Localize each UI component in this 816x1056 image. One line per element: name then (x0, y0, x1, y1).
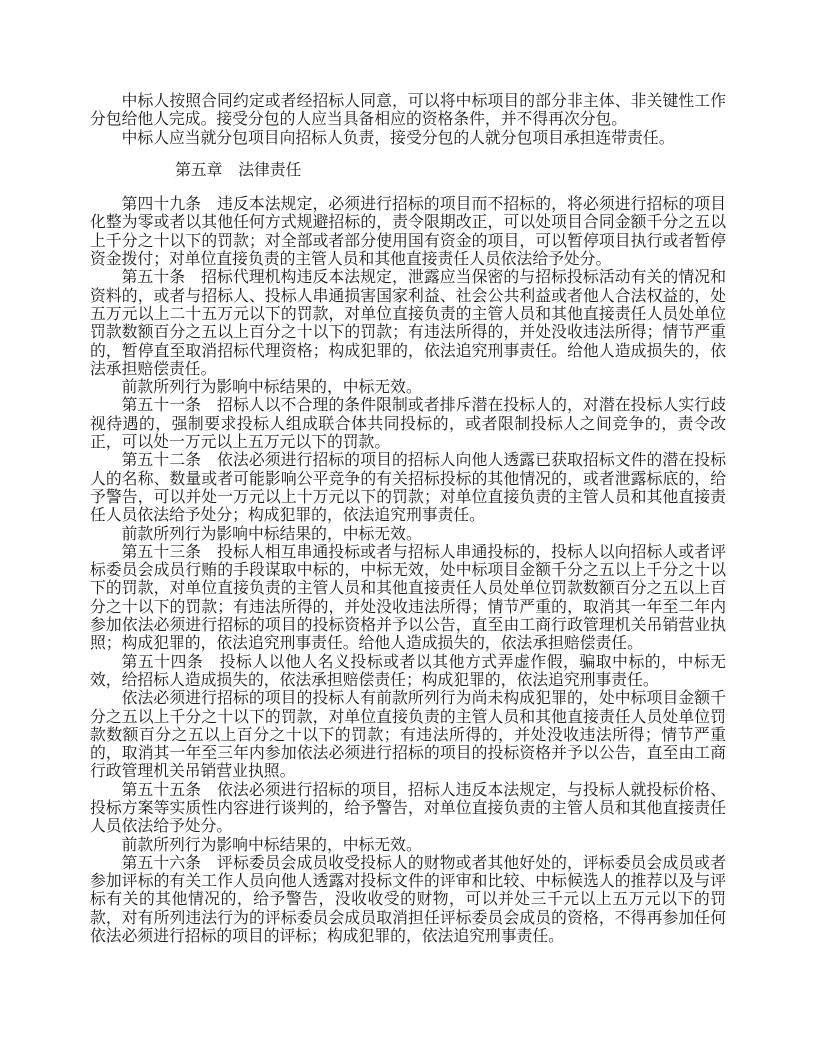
paragraph-article-51: 第五十一条 招标人以不合理的条件限制或者排斥潜在投标人的，对潜在投标人实行歧视待遇的，强制要求投标人组成联合体共同投标的，或者限制投标人之间竞争的，责令改正，可以处一万元以上五万元以下的罚款。 (90, 397, 726, 452)
paragraph-article-56: 第五十六条 评标委员会成员收受投标人的财物或者其他好处的，评标委员会成员或者参加评标的有关工作人员向他人透露对投标文件的评审和比较、中标候选人的推荐以及与评标有关的其他情况的，给予警告，没收收受的财物，可以并处三千元以上五万元以下的罚款，对有所列违法行为的评标委员会成员取消担任评标委员会成员的资格，不得再参加任何依法必须进行招标的项目的评标；构成犯罪的，依法追究刑事责任。 (90, 854, 726, 946)
document-content (90, 93, 726, 946)
paragraph-article-50: 第五十条 招标代理机构违反本法规定，泄露应当保密的与招标投标活动有关的情况和资料的，或者与招标人、投标人串通损害国家利益、社会公共利益或者他人合法权益的，处五万元以上二十五万元以下的罚款，对单位直接负责的主管人员和其他直接责任人员处单位罚款数额百分之五以上百分之十以下的罚款；有违法所得的，并处没收违法所得；情节严重的，暂停直至取消招标代理资格；构成犯罪的，依法追究刑事责任。给他人造成损失的，依法承担赔偿责任。 (90, 269, 726, 378)
paragraph-joint-liability: 中标人应当就分包项目向招标人负责，接受分包的人就分包项目承担连带责任。 (121, 129, 675, 147)
paragraph-article-49: 第四十九条 违反本法规定，必须进行招标的项目而不招标的，将必须进行招标的项目化整为零或者以其他任何方式规避招标的，责令限期改正，可以处项目合同金额千分之五以上千分之十以下的罚款；对全部或者部分使用国有资金的项目，可以暂停项目执行或者暂停资金拨付；对单位直接负责的主管人员和其他直接责任人员依法给予处分。 (90, 196, 726, 269)
chapter-heading: 第五章 法律责任 (175, 161, 302, 179)
paragraph-subcontract-rules: 中标人按照合同约定或者经招标人同意，可以将中标项目的部分非主体、非关键性工作分包给他人完成。接受分包的人应当具备相应的资格条件，并不得再次分包。 (90, 93, 726, 129)
paragraph-article-54: 第五十四条 投标人以他人名义投标或者以其他方式弄虚作假，骗取中标的，中标无效，给招标人造成损失的，依法承担赔偿责任；构成犯罪的，依法追究刑事责任。 (90, 653, 726, 689)
paragraph-article-54-clause: 依法必须进行招标的项目的投标人有前款所列行为尚未构成犯罪的，处中标项目金额千分之五以上千分之十以下的罚款，对单位直接负责的主管人员和其他直接责任人员处单位罚款数额百分之五以上百分之十以下的罚款；有违法所得的，并处没收违法所得；情节严重的，取消其一年至三年内参加依法必须进行招标的项目的投标资格并予以公告，直至由工商行政管理机关吊销营业执照。 (90, 690, 726, 781)
paragraph-article-53: 第五十三条 投标人相互串通投标或者与招标人串通投标的，投标人以向招标人或者评标委员会成员行贿的手段谋取中标的，中标无效，处中标项目金额千分之五以上千分之十以下的罚款，对单位直接负责的主管人员和其他直接责任人员处单位罚款数额百分之五以上百分之十以下的罚款；有违法所得的，并处没收违法所得；情节严重的，取消其一年至二年内参加依法必须进行招标的项目的投标资格并予以公告，直至由工商行政管理机关吊销营业执照；构成犯罪的，依法追究刑事责任。给他人造成损失的，依法承担赔偿责任。 (90, 543, 726, 653)
paragraph-article-55-clause: 前款所列行为影响中标结果的，中标无效。 (121, 836, 422, 854)
paragraph-article-52: 第五十二条 依法必须进行招标的项目的招标人向他人透露已获取招标文件的潜在投标人的名称、数量或者可能影响公平竞争的有关招标投标的其他情况的，或者泄露标底的，给予警告，可以并处一万元以上十万元以下的罚款；对单位直接负责的主管人员和其他直接责任人员依法给予处分；构成犯罪的，依法追究刑事责任。 (90, 452, 726, 525)
paragraph-article-55: 第五十五条 依法必须进行招标的项目，招标人违反本法规定，与投标人就投标价格、投标方案等实质性内容进行谈判的，给予警告，对单位直接负责的主管人员和其他直接责任人员依法给予处分。 (90, 781, 726, 836)
paragraph-article-50-clause: 前款所列行为影响中标结果的，中标无效。 (121, 379, 422, 397)
paragraph-article-52-clause: 前款所列行为影响中标结果的，中标无效。 (121, 525, 422, 543)
